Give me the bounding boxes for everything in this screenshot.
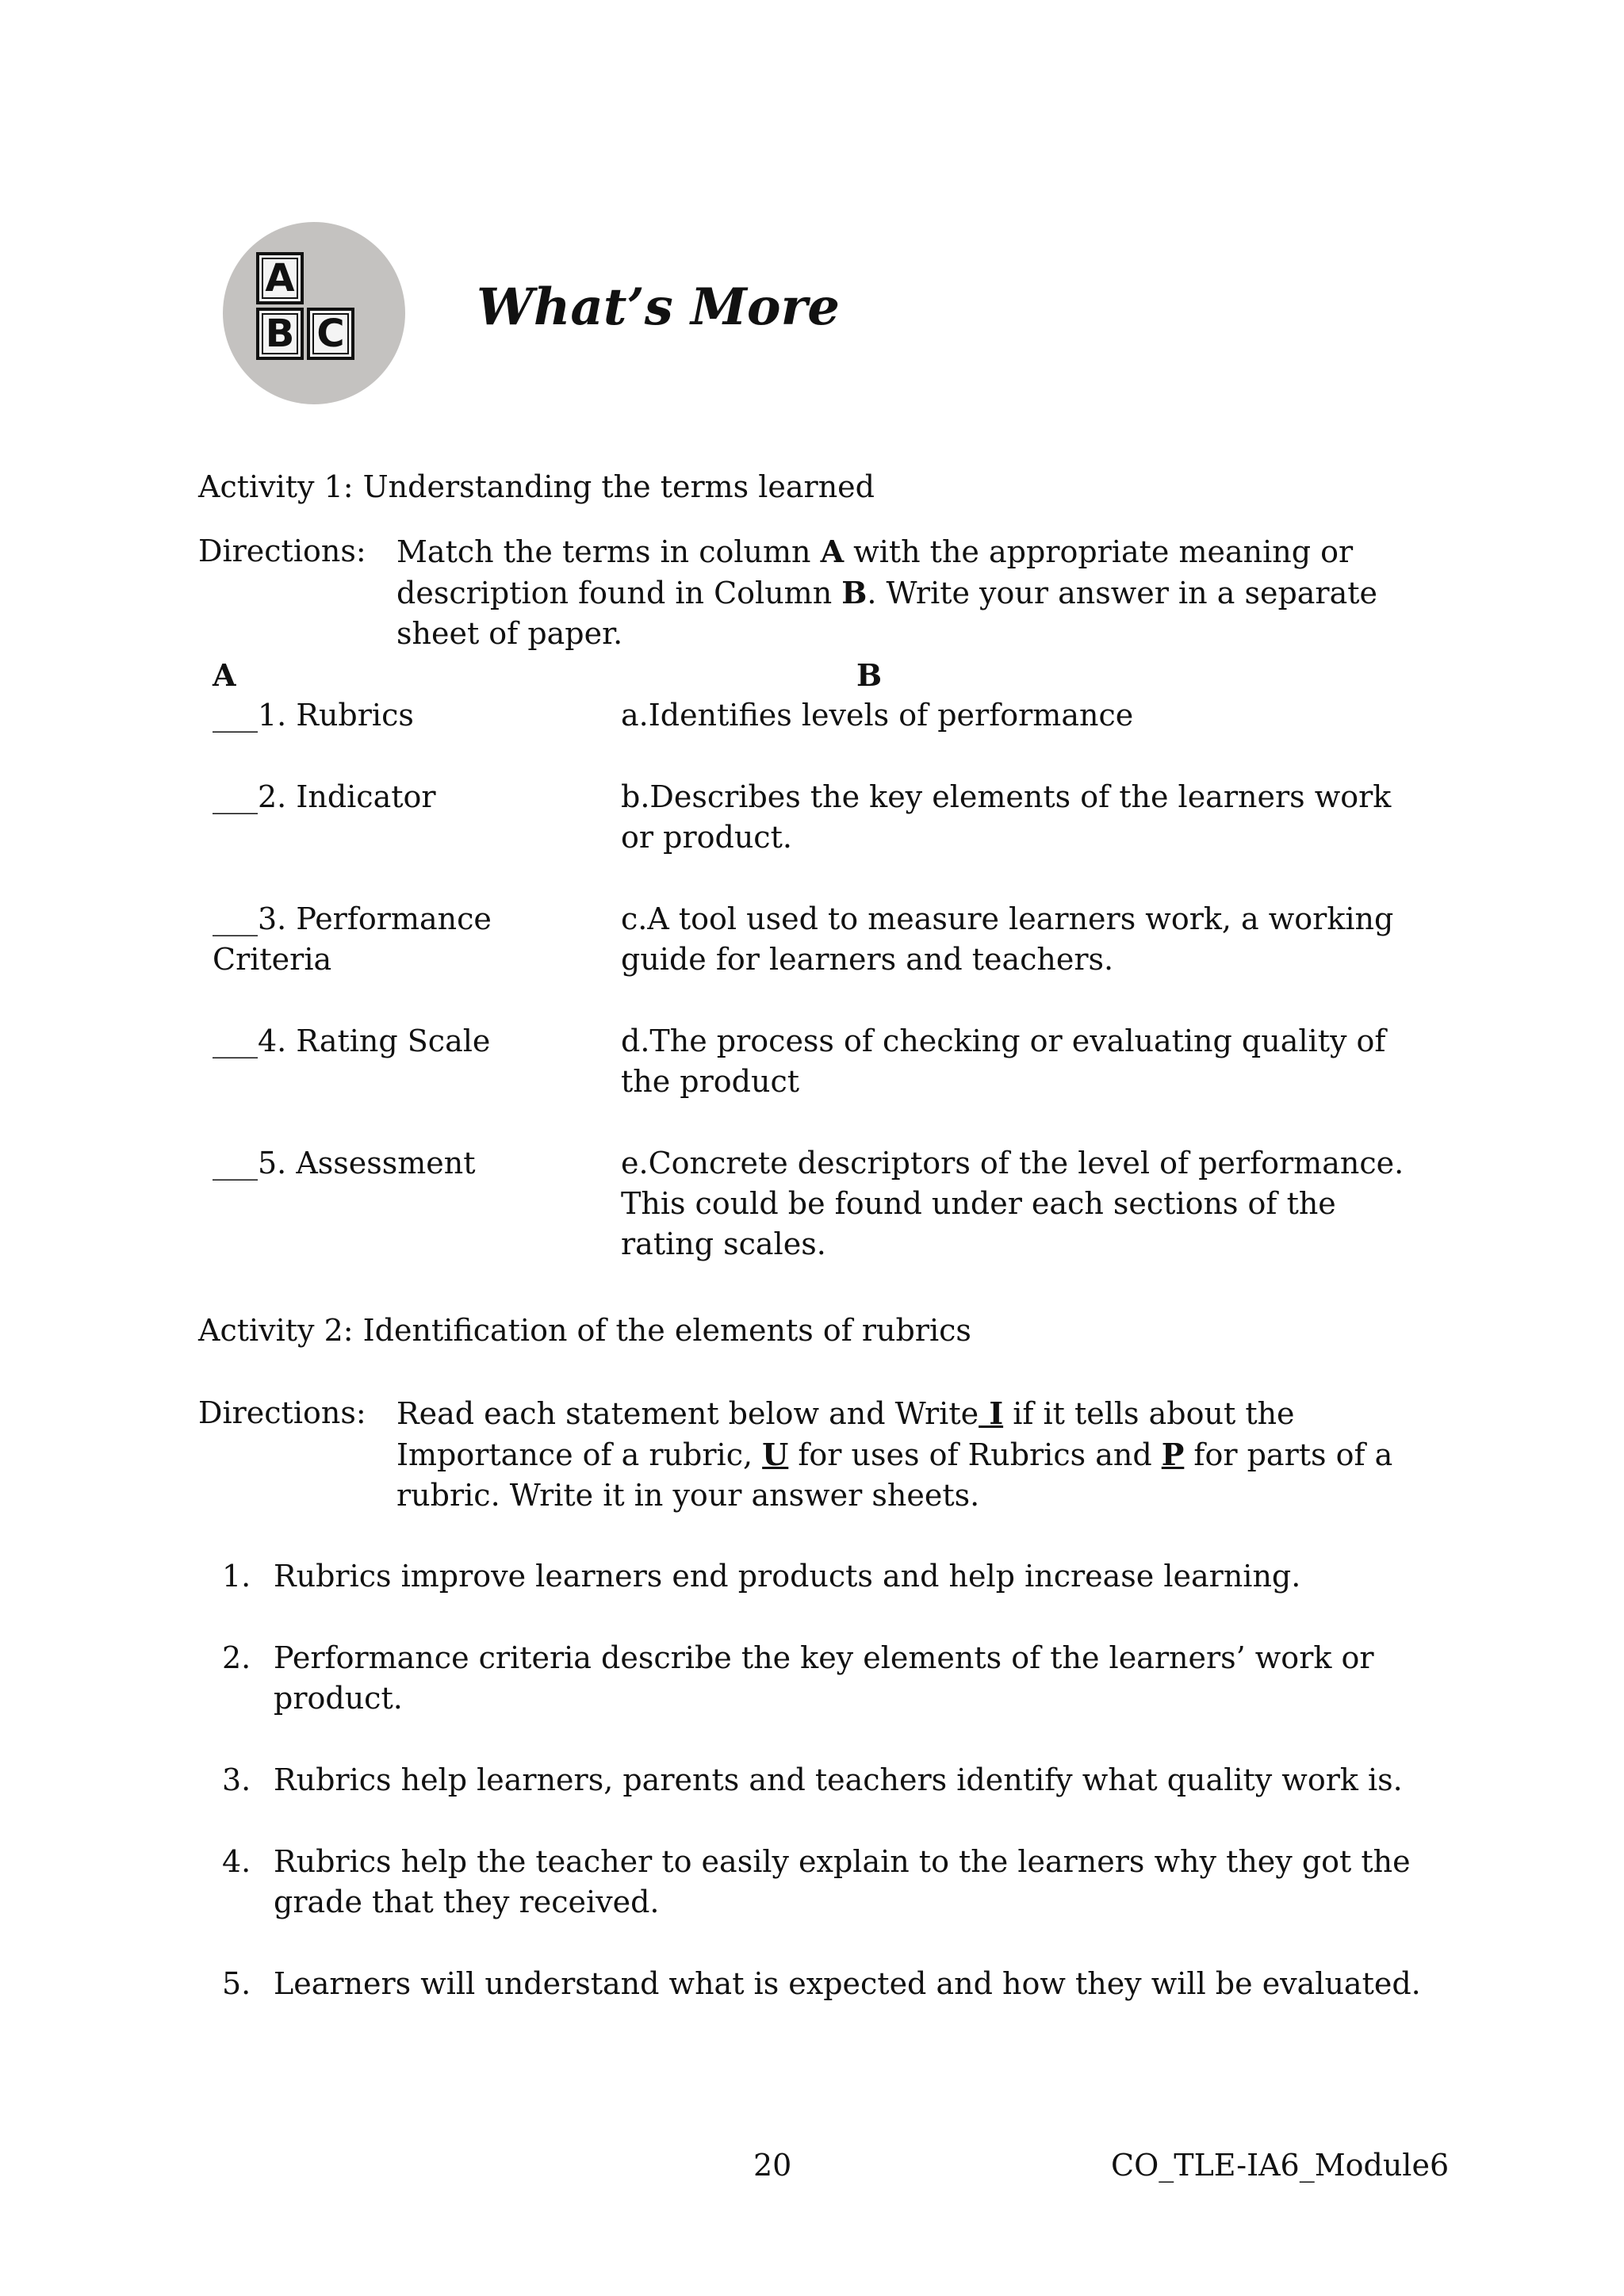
column-a-header: A [213, 657, 236, 693]
term-item: ___1. Rubrics [213, 698, 414, 733]
description-item: d.The process of checking or evaluating quality of the product [621, 1024, 1386, 1099]
column-b-header: B [856, 657, 883, 693]
statement-text: Learners will understand what is expected and how they will be evaluated. [274, 1966, 1421, 2001]
activity2-directions-label: Directions: [198, 1395, 366, 1430]
block-letter-a: A [256, 252, 304, 304]
statement-text: Performance criteria describe the key elements of the learners’ work or product. [274, 1640, 1374, 1716]
term-item: ___3. Performance Criteria [213, 901, 492, 977]
description-item: b.Describes the key elements of the learners work or product. [621, 779, 1392, 855]
block-letter-c: C [307, 308, 354, 360]
statement-number: 1. [222, 1559, 251, 1594]
description-item: e.Concrete descriptors of the level of performance. This could be found under each sections of the rating scales. [621, 1146, 1404, 1261]
statement-number: 4. [222, 1844, 251, 1879]
statement-number: 3. [222, 1762, 251, 1797]
page-number: 20 [753, 2148, 792, 2183]
statement-text: Rubrics help the teacher to easily explain to the learners why they got the grade that they received. [274, 1844, 1411, 1919]
statement-number: 5. [222, 1966, 251, 2001]
statement-number: 2. [222, 1640, 251, 1675]
statement-text: Rubrics improve learners end products and help increase learning. [274, 1559, 1301, 1594]
description-item: a.Identifies levels of performance [621, 698, 1134, 733]
block-letter-b: B [256, 308, 304, 360]
activity1-directions-label: Directions: [198, 534, 366, 568]
module-code: CO_TLE-IA6_Module6 [1111, 2148, 1450, 2183]
term-item: ___4. Rating Scale [213, 1024, 491, 1058]
statement-text: Rubrics help learners, parents and teachers identify what quality work is. [274, 1762, 1403, 1797]
activity2-title: Activity 2: Identification of the elements of rubrics [198, 1313, 971, 1348]
activity1-directions: Match the terms in column A with the appropriate meaning or description found in Column B. Write your answer in a separate sheet of paper. [396, 534, 1377, 651]
term-item: ___2. Indicator [213, 779, 436, 814]
activity2-directions: Read each statement below and Write I if it tells about the Importance of a rubric, U for uses of Rubrics and P for parts of a rubric. Write it in your answer sheets. [396, 1395, 1393, 1513]
section-title: What’s More [477, 277, 840, 337]
abc-blocks-icon [223, 222, 405, 404]
term-item: ___5. Assessment [213, 1146, 476, 1181]
description-item: c.A tool used to measure learners work, a working guide for learners and teachers. [621, 901, 1394, 977]
activity1-title: Activity 1: Understanding the terms learned [198, 469, 875, 504]
